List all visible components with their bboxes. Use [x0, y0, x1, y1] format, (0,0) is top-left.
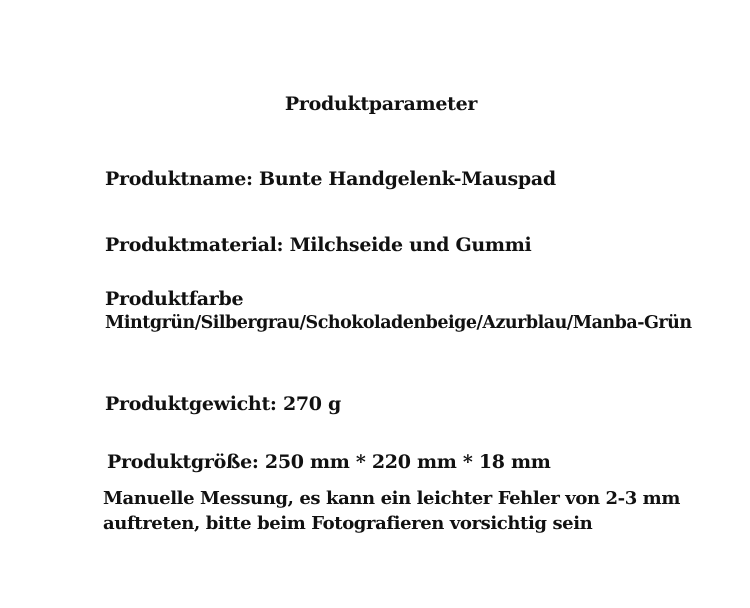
product-material: Produktmaterial: Milchseide und Gummi [105, 234, 532, 256]
product-weight: Produktgewicht: 270 g [105, 393, 342, 415]
page-title: Produktparameter [284, 93, 478, 115]
product-name: Produktname: Bunte Handgelenk-Mauspad [105, 168, 556, 190]
measurement-note-line-1: Manuelle Messung, es kann ein leichter Fehler von 2-3 mm [103, 488, 680, 509]
product-color-label: Produktfarbe [105, 288, 244, 310]
product-size: Produktgröße: 250 mm * 220 mm * 18 mm [107, 451, 551, 473]
product-color-value: Mintgrün/Silbergrau/Schokoladenbeige/Azurblau/Manba-Grün [105, 313, 692, 333]
measurement-note-line-2: auftreten, bitte beim Fotografieren vorsichtig sein [103, 513, 593, 534]
